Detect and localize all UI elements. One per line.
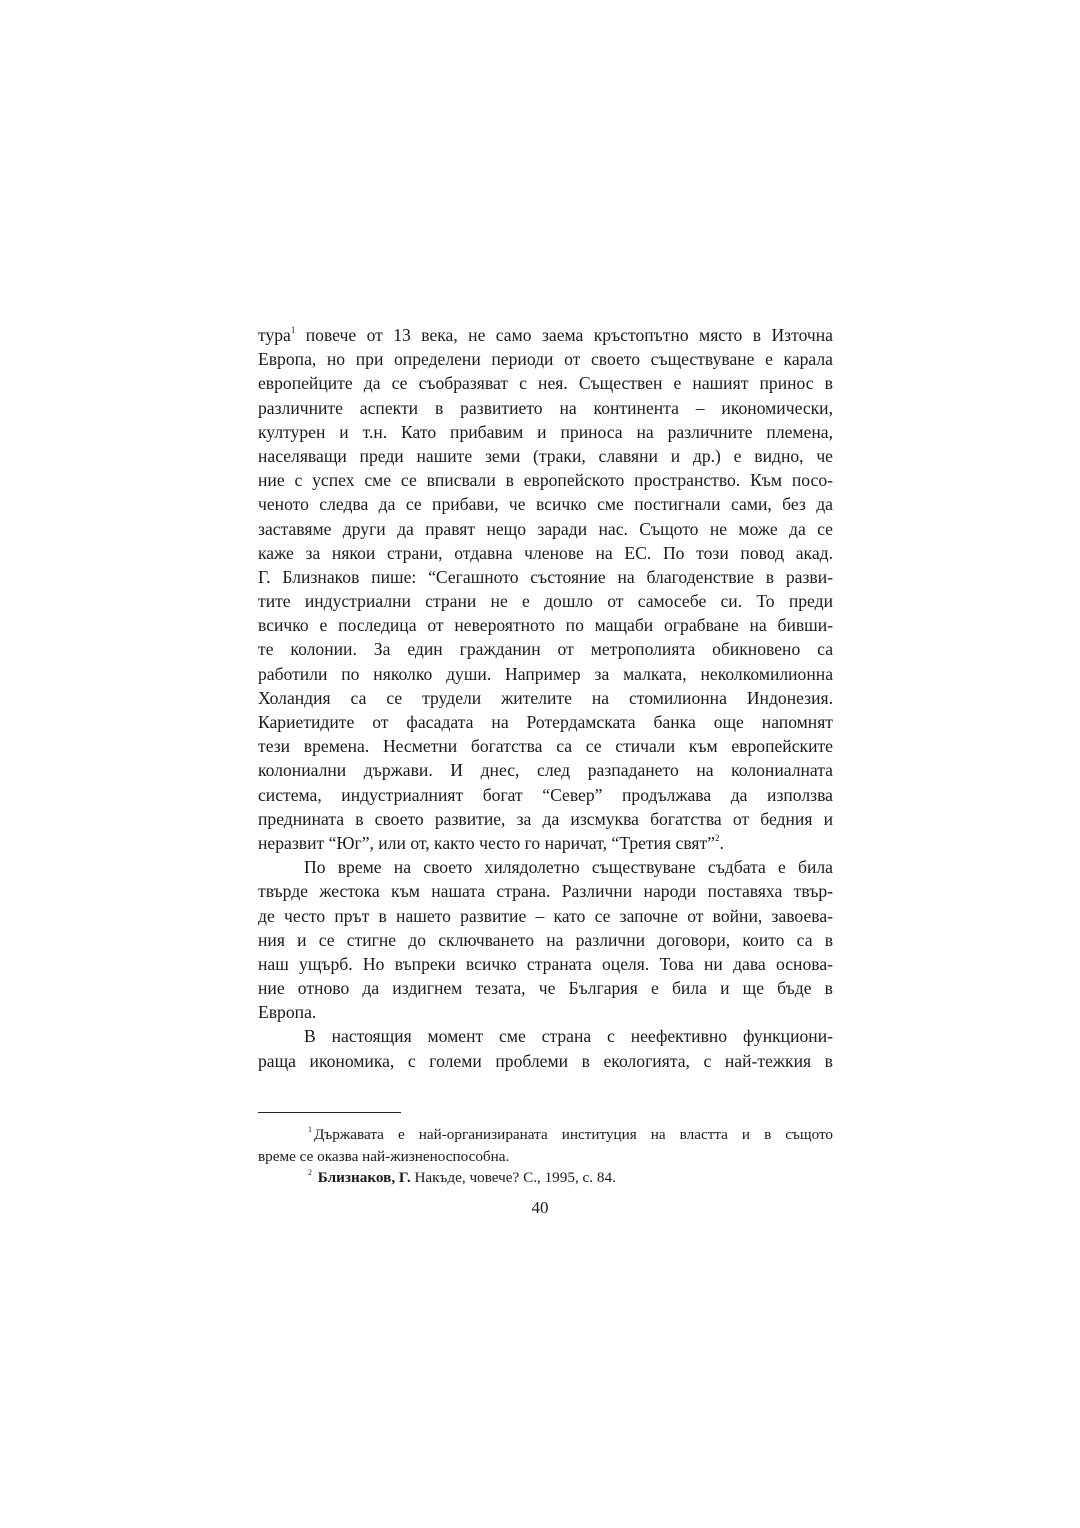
body-line-text: колониални държави. И днес, след разпадането на колониалната: [258, 760, 833, 781]
body-line-text: те колонии. За един гражданин от метрополията обикновено са: [258, 639, 833, 660]
footnote-1-marker: 1: [308, 1125, 312, 1134]
footnote-ref-marker: 1: [290, 325, 296, 335]
body-line: [258, 613, 833, 637]
body-line-text: Европа, но при определени периоди от своето съществуване е карала: [258, 349, 833, 370]
footnote-2-author: Близнаков, Г.: [317, 1169, 411, 1186]
body-line: [258, 637, 833, 661]
body-line-text: Кариетидите от фасадата на Ротердамската банка още напомнят: [258, 712, 833, 732]
body-line: [258, 662, 833, 686]
body-line: [258, 492, 833, 516]
body-line-text: културен и т.н. Като прибавим и приноса на различните племена,: [258, 421, 833, 442]
body-line-text: тура: [258, 325, 291, 345]
body-line-text-after: повече от 13 века, не само заема кръстопътно място в Източна: [295, 325, 833, 345]
body-line: [258, 541, 833, 565]
page-number: 40: [531, 1198, 549, 1217]
body-line: [258, 879, 833, 903]
body-line: [258, 420, 833, 444]
body-line: [258, 758, 833, 782]
body-line-text: ние отново да издигнем тезата, че България е била и ще бъде в: [258, 978, 833, 999]
body-line: [258, 396, 833, 420]
footnotes: [258, 1124, 833, 1189]
footnote-2-line: [258, 1167, 833, 1189]
body-line-text: заставяме други да правят нещо заради нас. Същото не може да се: [258, 518, 833, 539]
body-line-text: различните аспекти в развитието на континента – икономически,: [258, 397, 833, 418]
body-text: [258, 323, 833, 1073]
body-line-text: ния и се стигне до сключването на различни договори, които са в: [258, 929, 833, 950]
body-line-text: Холандия са се трудели жителите на стомилионна Индонезия.: [258, 687, 833, 708]
body-line-text: работили по няколко души. Например за малката, неколкомилионна: [258, 663, 833, 684]
body-line-text: твърде жестока към нашата страна. Различни народи поставяха твър-: [258, 881, 833, 902]
body-line: [258, 710, 833, 734]
body-line: [258, 468, 833, 492]
footnote-2-marker: 2: [308, 1168, 312, 1177]
body-line: [258, 517, 833, 541]
body-line: [258, 589, 833, 613]
footnote-1-line-1: [258, 1124, 833, 1146]
body-line-text: неразвит “Юг”, или от, както често го наричат, “Третия свят”: [258, 832, 715, 853]
footnote-separator: [258, 1112, 401, 1113]
body-line-text: всичко е последица от невероятното по мащаби ограбване на бивши-: [258, 615, 833, 636]
body-line-text: система, индустриалният богат “Север” продължава да използва: [258, 784, 833, 805]
body-line: [258, 565, 833, 589]
body-line: [258, 1000, 833, 1024]
body-line: [258, 444, 833, 468]
body-line-text: тези времена. Несметни богатства са се стичали към европейските: [258, 736, 833, 757]
body-line: [258, 371, 833, 395]
body-line: [258, 976, 833, 1000]
body-line: [258, 855, 833, 879]
body-line: [258, 783, 833, 807]
body-line: [258, 928, 833, 952]
footnote-1-text-a: Държавата е най-организираната институция на властта и в същото: [314, 1126, 833, 1143]
footnote-2-citation: Накъде, човече? С., 1995, с. 84.: [410, 1169, 616, 1186]
body-line-text: ченото следва да се прибави, че всичко сме постигнали сами, без да: [258, 494, 833, 515]
body-line-text: раща икономика, с големи проблеми в екологията, с най-тежкия в: [258, 1050, 833, 1071]
body-line: [258, 831, 833, 855]
body-line-text: европейците да се съобразяват с нея. Съществен е нашият принос в: [258, 373, 833, 394]
body-line: [258, 686, 833, 710]
body-line: [258, 347, 833, 371]
footnote-ref-marker: 2: [715, 832, 720, 843]
footnote-1-text-b: време се оказва най-жизненоспособна.: [258, 1147, 510, 1165]
body-line-text: По време на своето хилядолетно съществуване съдбата е била: [304, 857, 833, 878]
body-line-text: де често прът в нашето развитие – като се започне от войни, завоева-: [258, 905, 833, 926]
body-line-text-after: .: [719, 832, 724, 853]
body-line-text: В настоящия момент сме страна с неефективно функциони-: [304, 1026, 833, 1047]
body-line-text: тите индустриални страни не е дошло от самосебе си. То преди: [258, 591, 833, 612]
body-line-text: населяващи преди нашите земи (траки, славяни и др.) е видно, че: [258, 445, 833, 466]
body-line-text: Европа.: [258, 1002, 317, 1023]
body-line: [258, 734, 833, 758]
body-line: [258, 807, 833, 831]
body-line: [258, 904, 833, 928]
footnote-1-line-2: [258, 1146, 833, 1168]
body-line-text: ние с успех сме се вписвали в европейското пространство. Към посо-: [258, 470, 833, 491]
body-line: [258, 323, 833, 347]
body-line-text: каже за някои страни, отдавна членове на ЕС. По този повод акад.: [258, 542, 833, 563]
body-line: [258, 1024, 833, 1048]
body-line-text: наш ущърб. Но въпреки всичко страната оцеля. Това ни дава основа-: [258, 953, 833, 974]
body-line: [258, 952, 833, 976]
body-line-text: Г. Близнаков пише: “Сегашното състояние на благоденствие в разви-: [258, 566, 833, 587]
body-line: [258, 1049, 833, 1073]
body-line-text: преднината в своето развитие, за да изсмуква богатства от бедния и: [258, 808, 833, 829]
